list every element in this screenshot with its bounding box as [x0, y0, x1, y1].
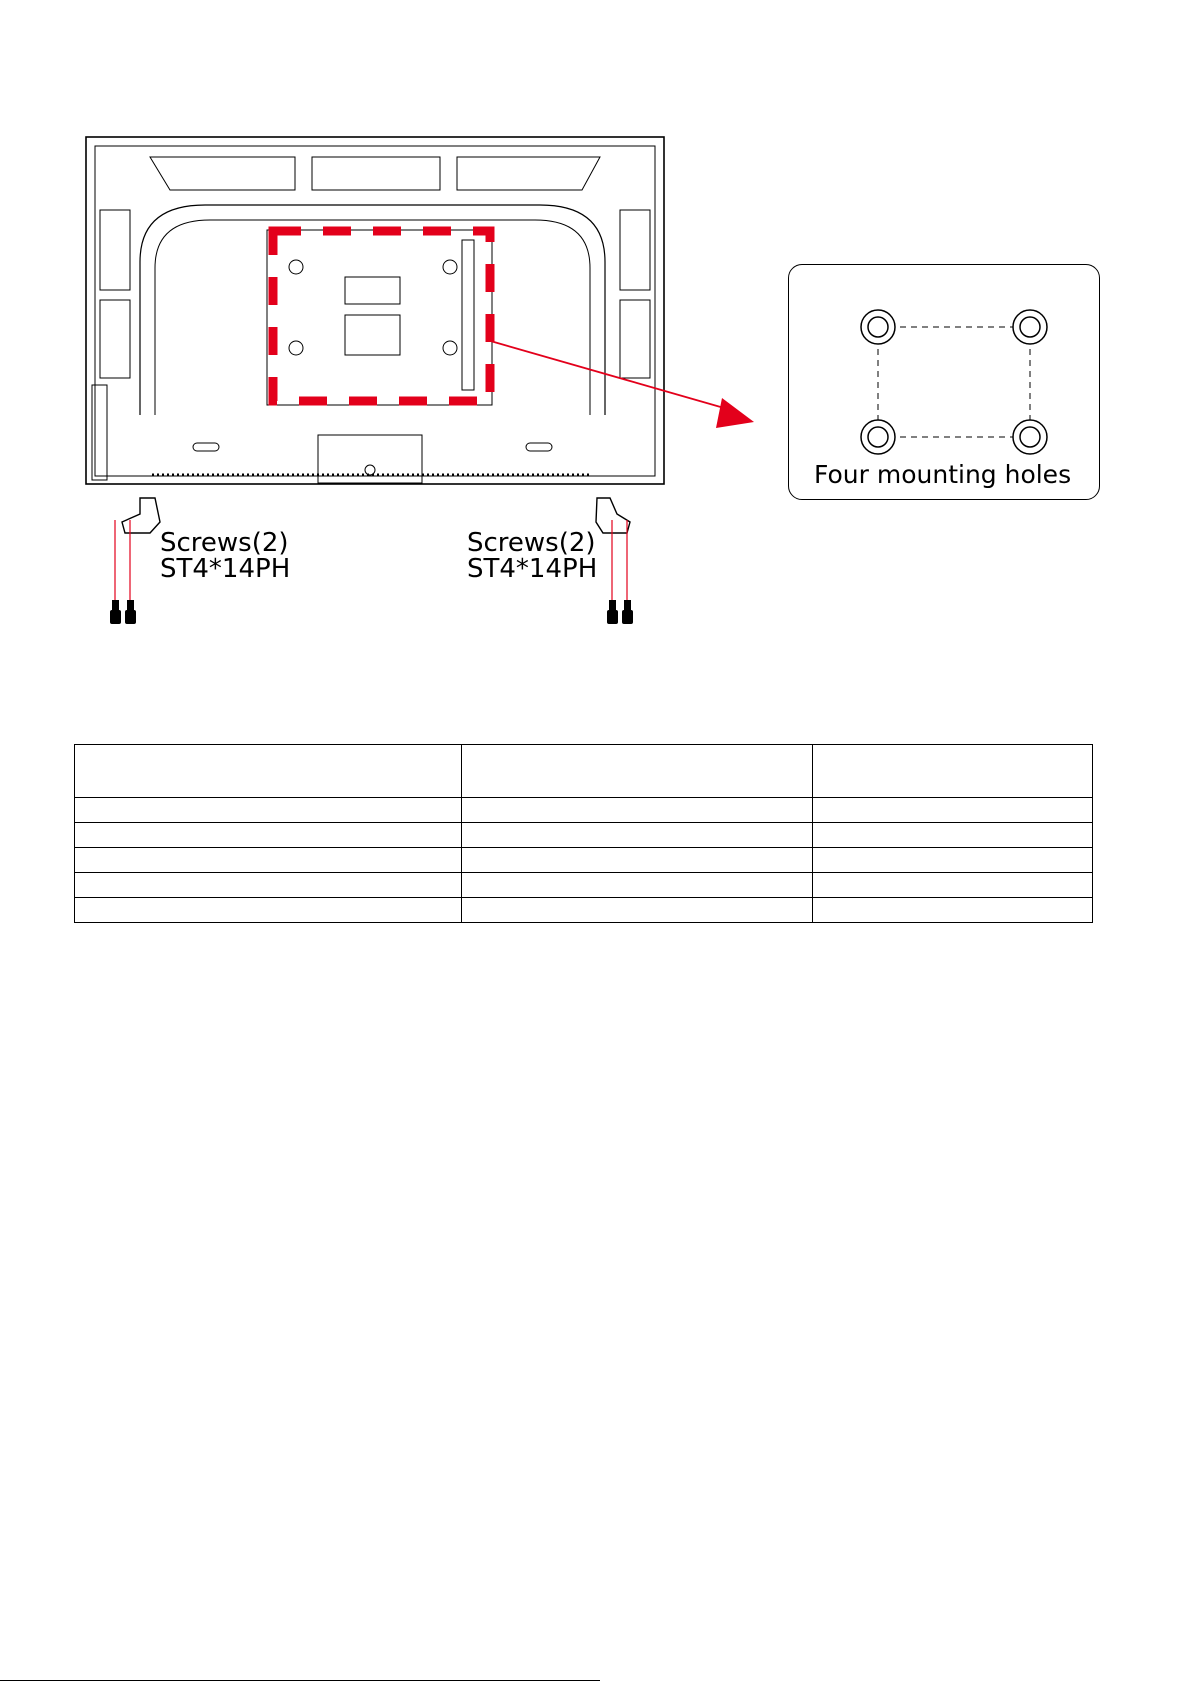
board-hole [289, 260, 303, 274]
side-port-strip [92, 385, 107, 480]
left-screws-spec: ST4*14PH [160, 554, 291, 584]
stand-leg-right [596, 498, 630, 533]
mounting-area-highlight [273, 231, 490, 401]
screw-icon [607, 600, 633, 624]
table-row [75, 873, 1093, 898]
table-cell [462, 823, 813, 848]
mounting-holes-caption: Four mounting holes [814, 460, 1072, 489]
table-cell [462, 848, 813, 873]
table-row [75, 898, 1093, 923]
spec-table [74, 744, 1093, 923]
tv-outer-frame [86, 137, 664, 484]
table-header-row [75, 745, 1093, 798]
table-cell [75, 823, 462, 848]
right-screws-spec: ST4*14PH [467, 554, 598, 584]
board-hole [289, 341, 303, 355]
table-cell [75, 873, 462, 898]
footer-divider [0, 1680, 600, 1681]
board-hole [443, 341, 457, 355]
table-row [75, 798, 1093, 823]
table-cell [813, 745, 1093, 798]
left-screws-label: Screws(2) [160, 528, 289, 558]
table-cell [462, 873, 813, 898]
screw-icon [110, 600, 136, 624]
side-vent-left-bottom [100, 300, 130, 378]
table-cell [813, 848, 1093, 873]
table-cell [75, 745, 462, 798]
callout-arrow-line [487, 340, 738, 412]
stand-leg-left [122, 498, 160, 533]
arch-housing-inner [155, 220, 590, 415]
top-vent-right [457, 157, 600, 190]
right-screws-label: Screws(2) [467, 528, 596, 558]
main-board [267, 230, 492, 405]
tv-inner-frame [95, 146, 655, 476]
table-cell [75, 898, 462, 923]
side-vent-left-top [100, 210, 130, 290]
table-cell [462, 898, 813, 923]
table-cell [813, 898, 1093, 923]
bottom-foot-slot-right [526, 443, 552, 451]
table-cell [813, 873, 1093, 898]
callout-arrow-head [716, 398, 754, 428]
table-cell [75, 798, 462, 823]
board-label-upper [345, 277, 400, 304]
bottom-foot-slot-left [193, 443, 219, 451]
table-cell [813, 798, 1093, 823]
table-row [75, 823, 1093, 848]
board-label-lower [345, 315, 400, 355]
table-cell [462, 745, 813, 798]
port-strip [462, 240, 474, 390]
table-row [75, 848, 1093, 873]
side-vent-right-top [620, 210, 650, 290]
top-vent-left [150, 157, 295, 190]
table-cell [813, 823, 1093, 848]
side-vent-right-bottom [620, 300, 650, 378]
table-cell [462, 798, 813, 823]
board-hole [443, 260, 457, 274]
top-vent-center [312, 157, 440, 190]
table-cell [75, 848, 462, 873]
arch-housing [140, 205, 605, 415]
